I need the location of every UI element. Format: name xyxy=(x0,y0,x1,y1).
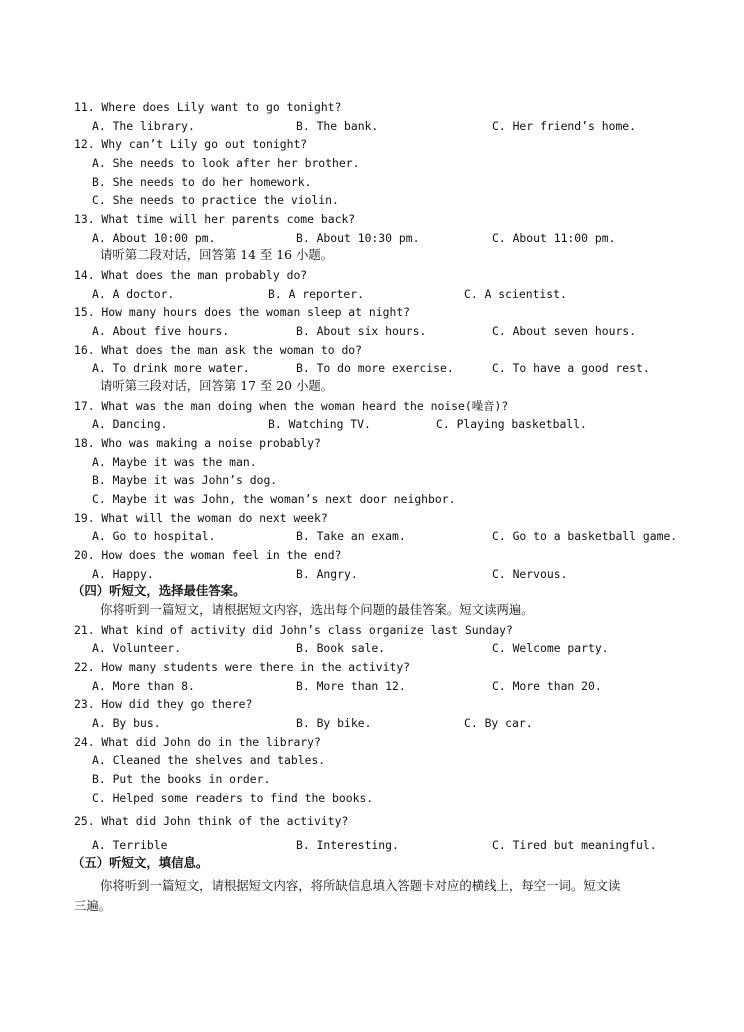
q18-option-c: C. Maybe it was John, the woman’s next door neighbor. xyxy=(92,492,456,506)
q25-option-b: B. Interesting. xyxy=(296,838,399,852)
instruction-dialogue-2: 请听第二段对话，回答第 14 至 16 小题。 xyxy=(100,247,334,262)
section-5-instruction-line2: 三遍。 xyxy=(74,898,112,913)
q15-option-b: B. About six hours. xyxy=(296,324,427,338)
question-17: 17. What was the man doing when the woman heard the noise(噪音)? xyxy=(74,399,509,413)
q17-option-a: A. Dancing. xyxy=(92,417,168,431)
question-16: 16. What does the man ask the woman to do? xyxy=(74,343,363,357)
q13-option-c: C. About 11:00 pm. xyxy=(492,231,616,245)
q17-option-c: C. Playing basketball. xyxy=(436,417,587,431)
q21-option-a: A. Volunteer. xyxy=(92,641,182,655)
q13-option-a: A. About 10:00 pm. xyxy=(92,231,216,245)
q19-option-c: C. Go to a basketball game. xyxy=(492,529,678,543)
question-11: 11. Where does Lily want to go tonight? xyxy=(74,100,342,114)
q23-option-a: A. By bus. xyxy=(92,716,161,730)
q11-option-c: C. Her friend’s home. xyxy=(492,119,637,133)
question-12: 12. Why can’t Lily go out tonight? xyxy=(74,137,308,151)
q19-option-b: B. Take an exam. xyxy=(296,529,406,543)
q14-option-c: C. A scientist. xyxy=(464,287,567,301)
q21-option-b: B. Book sale. xyxy=(296,641,386,655)
q11-option-b: B. The bank. xyxy=(296,119,379,133)
q16-option-a: A. To drink more water. xyxy=(92,361,250,375)
question-24: 24. What did John do in the library? xyxy=(74,735,321,749)
question-18: 18. Who was making a noise probably? xyxy=(74,436,321,450)
q14-option-b: B. A reporter. xyxy=(268,287,365,301)
question-19: 19. What will the woman do next week? xyxy=(74,511,328,525)
q22-option-b: B. More than 12. xyxy=(296,679,406,693)
q15-option-a: A. About five hours. xyxy=(92,324,230,338)
q21-option-c: C. Welcome party. xyxy=(492,641,609,655)
q20-option-a: A. Happy. xyxy=(92,567,154,581)
q14-option-a: A. A doctor. xyxy=(92,287,175,301)
q15-option-c: C. About seven hours. xyxy=(492,324,637,338)
section-4-title: （四）听短文，选择最佳答案。 xyxy=(72,583,246,598)
q18-option-a: A. Maybe it was the man. xyxy=(92,455,257,469)
q25-option-a: A. Terrible xyxy=(92,838,168,852)
q13-option-b: B. About 10:30 pm. xyxy=(296,231,420,245)
q24-option-b: B. Put the books in order. xyxy=(92,772,271,786)
q19-option-a: A. Go to hospital. xyxy=(92,529,216,543)
q23-option-b: B. By bike. xyxy=(296,716,372,730)
q18-option-b: B. Maybe it was John’s dog. xyxy=(92,473,278,487)
section-4-instruction: 你将听到一篇短文，请根据短文内容，选出每个问题的最佳答案。短文读两遍。 xyxy=(100,602,534,617)
q17-option-b: B. Watching TV. xyxy=(268,417,371,431)
q25-option-c: C. Tired but meaningful. xyxy=(492,838,657,852)
section-5-title: （五）听短文，填信息。 xyxy=(72,855,209,870)
section-5-instruction-line1: 你将听到一篇短文，请根据短文内容，将所缺信息填入答题卡对应的横线上，每空一词。短文读 xyxy=(100,878,621,893)
question-22: 22. How many students were there in the activity? xyxy=(74,660,411,674)
q20-option-b: B. Angry. xyxy=(296,567,358,581)
q24-option-a: A. Cleaned the shelves and tables. xyxy=(92,753,326,767)
instruction-dialogue-3: 请听第三段对话，回答第 17 至 20 小题。 xyxy=(100,378,334,393)
q16-option-b: B. To do more exercise. xyxy=(296,361,454,375)
question-21: 21. What kind of activity did John’s class organize last Sunday? xyxy=(74,623,513,637)
q23-option-c: C. By car. xyxy=(464,716,533,730)
question-20: 20. How does the woman feel in the end? xyxy=(74,548,342,562)
q16-option-c: C. To have a good rest. xyxy=(492,361,650,375)
q11-option-a: A. The library. xyxy=(92,119,195,133)
q12-option-b: B. She needs to do her homework. xyxy=(92,175,312,189)
q12-option-a: A. She needs to look after her brother. xyxy=(92,156,360,170)
q22-option-a: A. More than 8. xyxy=(92,679,195,693)
q20-option-c: C. Nervous. xyxy=(492,567,568,581)
q22-option-c: C. More than 20. xyxy=(492,679,602,693)
question-15: 15. How many hours does the woman sleep at night? xyxy=(74,305,411,319)
q12-option-c: C. She needs to practice the violin. xyxy=(92,193,339,207)
q24-option-c: C. Helped some readers to find the books. xyxy=(92,791,374,805)
question-14: 14. What does the man probably do? xyxy=(74,268,308,282)
question-25: 25. What did John think of the activity? xyxy=(74,814,349,828)
question-23: 23. How did they go there? xyxy=(74,697,253,711)
question-13: 13. What time will her parents come back? xyxy=(74,212,356,226)
